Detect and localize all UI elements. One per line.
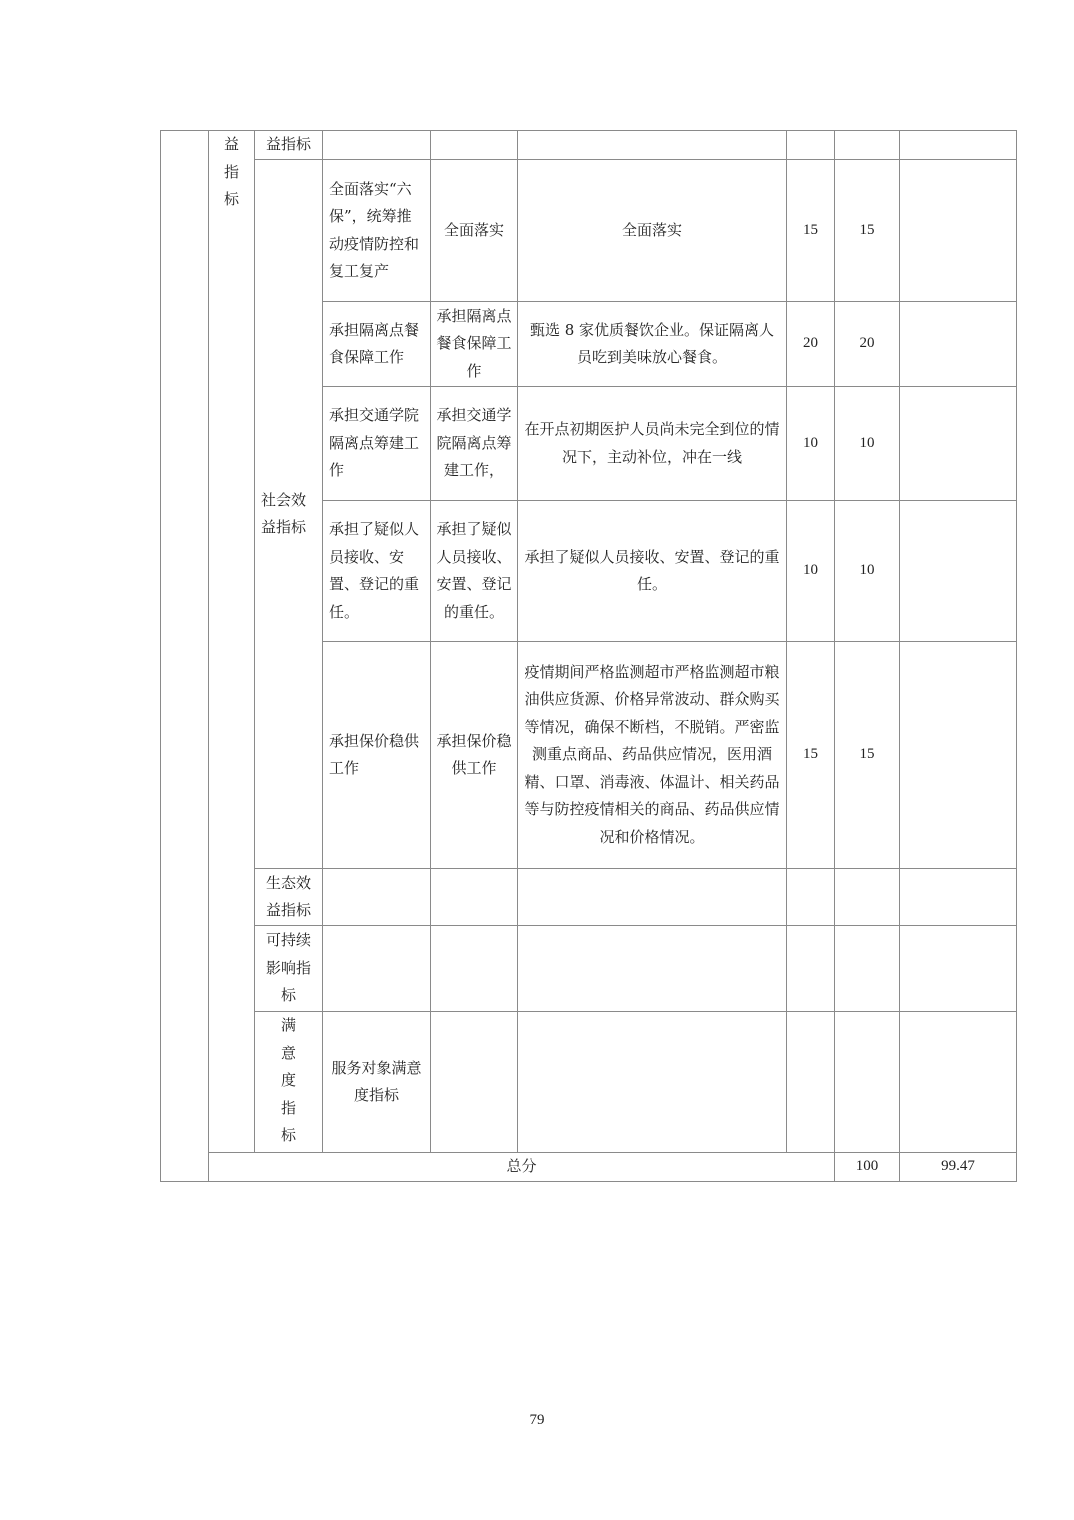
social-benefit-cell	[255, 160, 323, 869]
score-cell	[900, 1012, 1017, 1153]
service-satisfaction-cell	[323, 1012, 431, 1153]
target-cell	[431, 131, 518, 160]
target-cell: 承担了疑似人员接收、安置、登记的重任。	[431, 501, 518, 642]
page-number: 79	[529, 1412, 545, 1428]
level3-indicator-label: 益指标	[265, 135, 311, 154]
service-satisfaction-label: 服务对象满意度指标	[331, 1058, 422, 1104]
level2-satisfaction-cell	[255, 1012, 323, 1153]
actual-cell	[518, 926, 787, 1012]
note-cell	[900, 131, 1017, 160]
total-label: 总分	[506, 1157, 537, 1176]
actual-cell: 承担了疑似人员接收、安置、登记的重任。	[518, 501, 787, 642]
weight-cell: 15	[787, 160, 835, 302]
actual-cell: 甄选 8 家优质餐饮企业。保证隔离人员吃到美味放心餐食。	[518, 302, 787, 387]
score-cell: 15	[835, 642, 900, 869]
indicator-cell	[323, 926, 431, 1012]
table-row	[161, 869, 1017, 926]
sustainable-impact-cell	[255, 926, 323, 1012]
note-cell	[900, 869, 1017, 926]
table-row	[161, 160, 1017, 302]
actual-cell	[518, 131, 787, 160]
indicator-cell: 承担隔离点餐食保障工作	[323, 302, 431, 387]
weight-cell: 20	[787, 302, 835, 387]
total-weight-cell: 100	[835, 1153, 900, 1182]
indicator-cell: 承担了疑似人员接收、安置、登记的重任。	[323, 501, 431, 642]
indicator-cell	[323, 131, 431, 160]
weight-cell: 15	[787, 642, 835, 869]
score-cell: 20	[835, 302, 900, 387]
social-benefit-label: 社会效益指标	[261, 490, 307, 536]
target-cell: 承担隔离点餐食保障工作	[431, 302, 518, 387]
score-cell	[835, 131, 900, 160]
actual-cell: 全面落实	[518, 160, 787, 302]
table-row	[161, 1012, 1017, 1153]
indicator-cell: 全面落实“六保”，统筹推动疫情防控和复工复产	[323, 160, 431, 302]
table-row	[161, 131, 1017, 160]
actual-cell: 在开点初期医护人员尚未完全到位的情况下，主动补位，冲在一线	[518, 387, 787, 501]
target-cell	[431, 869, 518, 926]
note-cell	[900, 387, 1017, 501]
level1-category-cell	[161, 131, 209, 1182]
note-cell	[900, 926, 1017, 1012]
note-cell	[900, 160, 1017, 302]
ecological-benefit-cell	[255, 869, 323, 926]
level3-indicator-cell	[255, 131, 323, 160]
weight-cell	[787, 131, 835, 160]
ecological-benefit-label: 生态效益指标	[265, 873, 311, 919]
level2-benefit-cell	[209, 131, 255, 1153]
score-cell: 10	[835, 501, 900, 642]
level2-benefit-label: 益指标	[224, 135, 240, 208]
total-score-cell: 99.47	[900, 1153, 1017, 1182]
score-cell: 15	[835, 160, 900, 302]
performance-evaluation-table	[160, 130, 1017, 1182]
score-cell: 10	[835, 387, 900, 501]
weight-cell	[787, 926, 835, 1012]
note-cell	[900, 501, 1017, 642]
actual-cell: 疫情期间严格监测超市严格监测超市粮油供应货源、价格异常波动、群众购买等情况，确保不断档，不脱销。严密监测重点商品、药品供应情况，医用酒精、口罩、消毒液、体温计、相关药品等与防控疫情相关的商品、药品供应情况和价格情况。	[518, 642, 787, 869]
actual-cell	[518, 869, 787, 926]
weight-cell	[835, 1012, 900, 1153]
total-row	[161, 1153, 1017, 1182]
target-cell	[431, 926, 518, 1012]
target-cell: 全面落实	[431, 160, 518, 302]
sustainable-impact-label: 可持续影响指标	[265, 931, 311, 1005]
weight-cell	[787, 869, 835, 926]
target-cell: 承担保价稳供工作	[431, 642, 518, 869]
target-cell	[518, 1012, 787, 1153]
note-cell	[900, 302, 1017, 387]
score-cell	[835, 926, 900, 1012]
score-cell	[835, 869, 900, 926]
indicator-cell: 承担保价稳供工作	[323, 642, 431, 869]
total-label-cell	[209, 1153, 835, 1182]
note-cell	[900, 642, 1017, 869]
target-cell: 承担交通学院隔离点筹建工作，	[431, 387, 518, 501]
indicator-cell	[323, 869, 431, 926]
actual-cell	[787, 1012, 835, 1153]
level2-satisfaction-label: 满意度指标	[281, 1016, 297, 1144]
indicator-cell	[431, 1012, 518, 1153]
indicator-cell: 承担交通学院隔离点筹建工作	[323, 387, 431, 501]
table-row	[161, 926, 1017, 1012]
weight-cell: 10	[787, 387, 835, 501]
weight-cell: 10	[787, 501, 835, 642]
